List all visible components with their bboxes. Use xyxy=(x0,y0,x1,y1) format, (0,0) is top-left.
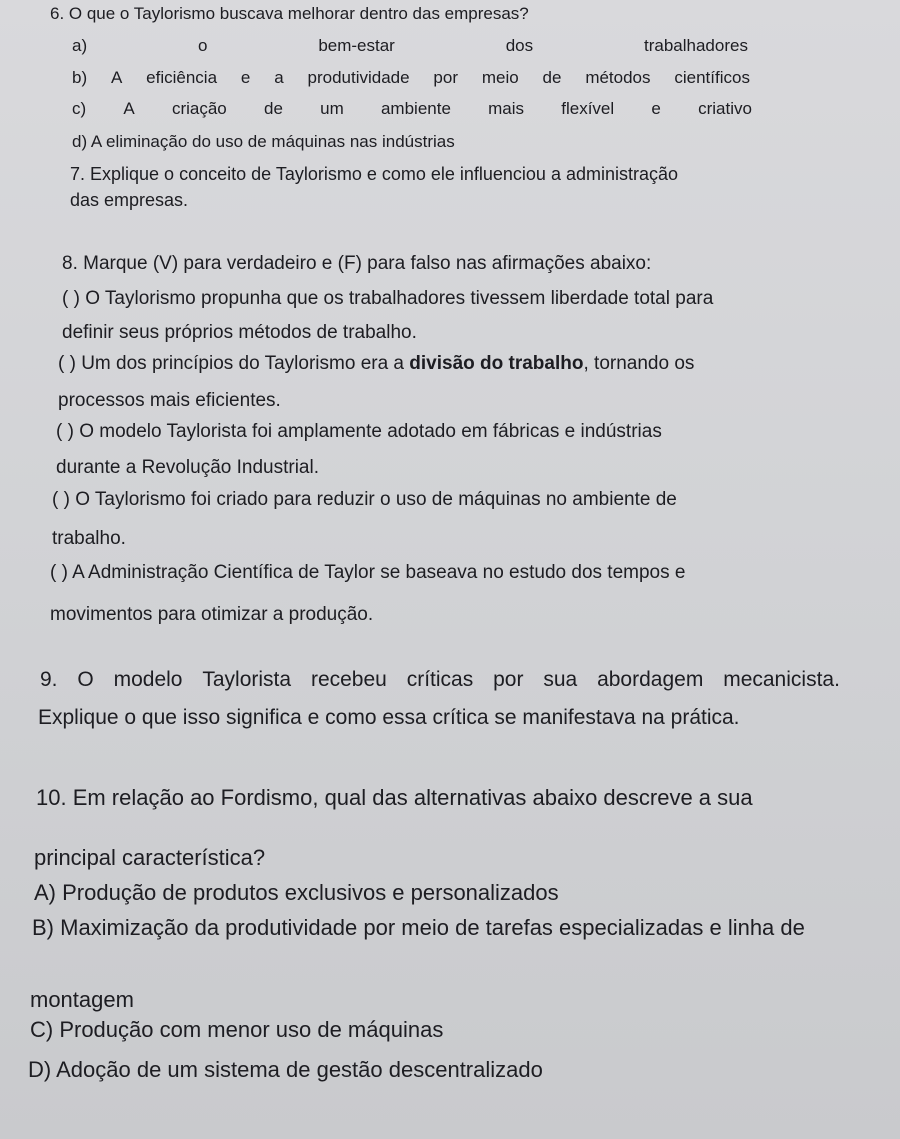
q8-item-2-line-1 xyxy=(58,353,694,375)
q6-option-a xyxy=(72,36,748,56)
q8-item-2-text: ( ) Um dos princípios do Taylorismo era a xyxy=(58,353,410,374)
q9-line-1 xyxy=(40,668,840,692)
word: por xyxy=(493,668,524,691)
q10-option-a: A) Produção de produtos exclusivos e personalizados xyxy=(34,880,559,905)
q8-item-3-line-2: durante a Revolução Industrial. xyxy=(56,457,319,478)
q10-line-2: principal característica? xyxy=(34,845,266,870)
q8-title: 8. Marque (V) para verdadeiro e (F) para falso nas afirmações abaixo: xyxy=(62,253,652,274)
word: trabalhadores xyxy=(643,36,748,55)
q7-line-2: das empresas. xyxy=(70,190,189,210)
word: criação xyxy=(171,99,227,118)
q6-title: 6. O que o Taylorismo buscava melhorar dentro das empresas? xyxy=(50,4,529,23)
word: 9. xyxy=(40,668,58,691)
q8-item-5-line-1: ( ) A Administração Científica de Taylor se baseava no estudo dos tempos e xyxy=(50,562,686,583)
word: científicos xyxy=(674,68,750,87)
q10-option-b-line-1: B) Maximização da produtividade por meio de tarefas especializadas e linha de xyxy=(32,915,805,940)
q8-item-1-line-1: ( ) O Taylorismo propunha que os trabalhadores tivessem liberdade total para xyxy=(62,288,714,309)
q10-line-1: 10. Em relação ao Fordismo, qual das alternativas abaixo descreve a sua xyxy=(36,785,753,810)
word: e xyxy=(651,99,661,118)
word: de xyxy=(542,68,562,87)
word: e xyxy=(240,68,251,87)
word: dos xyxy=(505,36,534,55)
q8-item-3-line-1: ( ) O modelo Taylorista foi amplamente adotado em fábricas e indústrias xyxy=(56,421,662,442)
word: por xyxy=(433,68,458,87)
word: A xyxy=(110,68,123,87)
q8-item-2-bold: divisão do trabalho xyxy=(409,353,584,374)
q6-option-c xyxy=(72,99,752,119)
q6-option-d: d) A eliminação do uso de máquinas nas indústrias xyxy=(72,132,455,151)
word: meio xyxy=(481,68,519,87)
word: a) xyxy=(72,36,88,55)
word: mais xyxy=(488,99,525,118)
q7-line-1: 7. Explique o conceito de Taylorismo e como ele influenciou a administração xyxy=(70,164,679,184)
word: o xyxy=(197,36,208,55)
q8-item-2-text-end: , tornando os xyxy=(583,353,695,374)
word: bem-estar xyxy=(318,36,395,55)
word: sua xyxy=(543,668,578,691)
word: métodos xyxy=(585,68,651,87)
q8-item-4-line-2: trabalho. xyxy=(52,528,126,549)
q8-item-4-line-1: ( ) O Taylorismo foi criado para reduzir o uso de máquinas no ambiente de xyxy=(52,489,677,510)
q10-option-d: D) Adoção de um sistema de gestão descentralizado xyxy=(28,1057,543,1082)
q8-item-1-line-2: definir seus próprios métodos de trabalho. xyxy=(62,322,417,343)
word: mecanicista. xyxy=(723,668,840,691)
word: ambiente xyxy=(380,99,451,118)
word: Taylorista xyxy=(202,668,292,691)
q10-option-c: C) Produção com menor uso de máquinas xyxy=(30,1017,444,1042)
word: a xyxy=(274,68,284,87)
q8-item-2-line-2: processos mais eficientes. xyxy=(58,390,281,411)
word: recebeu xyxy=(310,668,387,691)
q9-line-2: Explique o que isso significa e como essa crítica se manifestava na prática. xyxy=(38,706,740,729)
q8-item-5-line-2: movimentos para otimizar a produção. xyxy=(50,604,374,625)
q10-option-b-line-2: montagem xyxy=(30,987,134,1012)
word: produtividade xyxy=(307,68,410,87)
word: críticas xyxy=(406,668,474,691)
word: b) xyxy=(72,68,88,87)
word: criativo xyxy=(698,99,752,118)
word: A xyxy=(123,99,135,118)
word: um xyxy=(320,99,344,118)
word: eficiência xyxy=(146,68,218,87)
word: c) xyxy=(72,99,87,118)
word: flexível xyxy=(561,99,615,118)
word: modelo xyxy=(113,668,183,691)
word: O xyxy=(77,668,94,691)
word: abordagem xyxy=(597,668,704,691)
word: de xyxy=(263,99,283,118)
q6-option-b xyxy=(72,68,750,88)
